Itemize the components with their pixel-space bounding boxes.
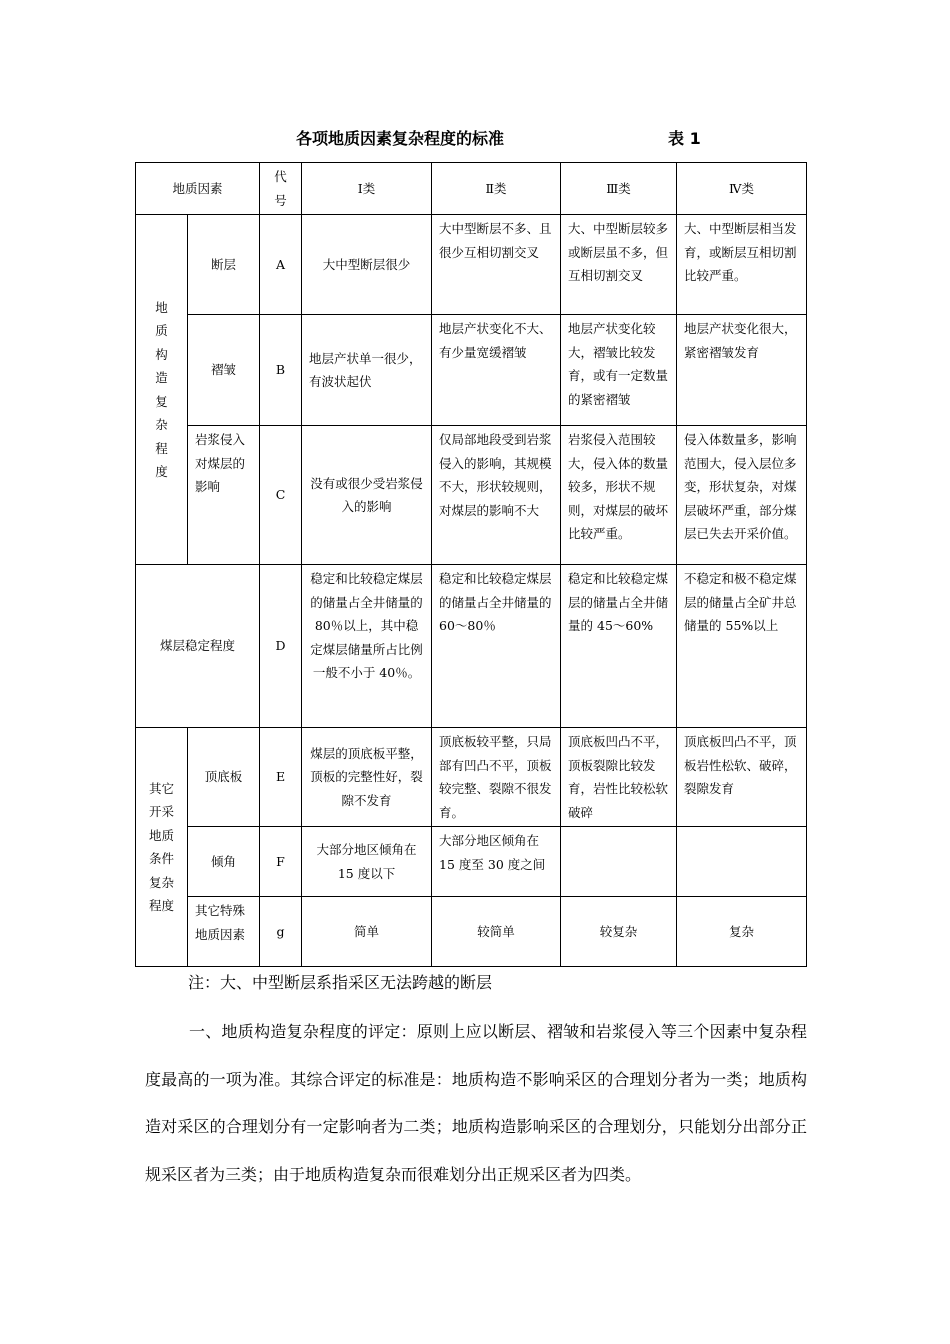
row-name: 倾角 — [188, 827, 260, 897]
table-number: 表 1 — [668, 129, 701, 148]
table-title-row — [0, 126, 950, 150]
cell-class-4: 顶底板凹凸不平，顶板岩性松软、破碎，裂隙发育 — [677, 728, 807, 827]
cell-class-4: 侵入体数量多，影响范围大，侵入层位多变，形状复杂，对煤层破坏严重，部分煤层已失去开采价值。 — [677, 426, 807, 565]
cell-class-2: 稳定和比较稳定煤层的储量占全井储量的 60～80％ — [432, 565, 561, 728]
cell-class-3: 大、中型断层较多或断层虽不多，但互相切割交叉 — [561, 215, 677, 315]
header-row — [136, 163, 807, 215]
row-code: g — [260, 897, 302, 967]
cell-class-1: 稳定和比较稳定煤层的储量占全井储量的 80％以上，其中稳定煤层储量所占比例一般不小于 40％。 — [302, 565, 432, 728]
cell-class-4 — [677, 827, 807, 897]
cell-class-1: 简单 — [302, 897, 432, 967]
cell-class-4: 大、中型断层相当发育，或断层互相切割比较严重。 — [677, 215, 807, 315]
cell-class-1: 大部分地区倾角在 15 度以下 — [302, 827, 432, 897]
cell-class-4: 不稳定和极不稳定煤层的储量占全矿井总储量的 55%以上 — [677, 565, 807, 728]
cell-class-3: 岩浆侵入范围较大，侵入体的数量较多，形状不规则，对煤层的破坏比较严重。 — [561, 426, 677, 565]
row-name: 顶底板 — [188, 728, 260, 827]
table-title: 各项地质因素复杂程度的标准 — [296, 129, 505, 148]
row-name: 断层 — [188, 215, 260, 315]
table-row — [136, 215, 807, 315]
cell-class-2: 大中型断层不多、且很少互相切割交叉 — [432, 215, 561, 315]
row-name: 其它特殊地质因素 — [188, 897, 260, 967]
cell-class-3: 稳定和比较稳定煤层的储量占全井储量的 45～60% — [561, 565, 677, 728]
table-row — [136, 897, 807, 967]
table-row — [136, 565, 807, 728]
row-code: E — [260, 728, 302, 827]
cell-class-1: 没有或很少受岩浆侵入的影响 — [302, 426, 432, 565]
header-factor: 地质因素 — [136, 163, 260, 215]
header-class-2: Ⅱ类 — [432, 163, 561, 215]
table-row — [136, 426, 807, 565]
cell-class-1: 地层产状单一很少，有波状起伏 — [302, 315, 432, 426]
row-name: 岩浆侵入对煤层的影响 — [188, 426, 260, 565]
table-row — [136, 827, 807, 897]
cell-class-2: 大部分地区倾角在 15 度至 30 度之间 — [432, 827, 561, 897]
group-structure: 地质构造复杂程度 — [136, 215, 188, 565]
cell-class-3: 顶底板凹凸不平，顶板裂隙比较发育，岩性比较松软破碎 — [561, 728, 677, 827]
group-other: 其它开采地质条件复杂程度 — [136, 728, 188, 967]
table-note: 注：大、中型断层系指采区无法跨越的断层 — [188, 973, 493, 992]
row-code: A — [260, 215, 302, 315]
cell-class-3: 地层产状变化较大，褶皱比较发育，或有一定数量的紧密褶皱 — [561, 315, 677, 426]
cell-class-3 — [561, 827, 677, 897]
row-code: B — [260, 315, 302, 426]
cell-class-3: 较复杂 — [561, 897, 677, 967]
cell-class-2: 较简单 — [432, 897, 561, 967]
table-row — [136, 728, 807, 827]
cell-class-4: 地层产状变化很大，紧密褶皱发育 — [677, 315, 807, 426]
cell-class-1: 煤层的顶底板平整，顶板的完整性好，裂隙不发育 — [302, 728, 432, 827]
header-code: 代号 — [260, 163, 302, 215]
row-code: C — [260, 426, 302, 565]
header-class-4: Ⅳ类 — [677, 163, 807, 215]
cell-class-2: 仅局部地段受到岩浆侵入的影响，其规模不大，形状较规则，对煤层的影响不大 — [432, 426, 561, 565]
geology-standard-table — [135, 162, 807, 967]
row-code: D — [260, 565, 302, 728]
table-row — [136, 315, 807, 426]
header-class-3: Ⅲ类 — [561, 163, 677, 215]
row-code: F — [260, 827, 302, 897]
cell-class-2: 顶底板较平整，只局部有凹凸不平，顶板较完整、裂隙不很发育。 — [432, 728, 561, 827]
cell-class-4: 复杂 — [677, 897, 807, 967]
row-name: 褶皱 — [188, 315, 260, 426]
cell-class-1: 大中型断层很少 — [302, 215, 432, 315]
cell-class-2: 地层产状变化不大、有少量宽缓褶皱 — [432, 315, 561, 426]
row-name: 煤层稳定程度 — [136, 565, 260, 728]
body-paragraph: 一、地质构造复杂程度的评定：原则上应以断层、褶皱和岩浆侵入等三个因素中复杂程度最高的一项为准。其综合评定的标准是：地质构造不影响采区的合理划分者为一类；地质构造对采区的合理划分有一定影响者为二类；地质构造影响采区的合理划分，只能划分出部分正规采区者为三类；由于地质构造复杂而很难划分出正规采区者为四类。 — [145, 1022, 807, 1184]
header-class-1: Ⅰ类 — [302, 163, 432, 215]
